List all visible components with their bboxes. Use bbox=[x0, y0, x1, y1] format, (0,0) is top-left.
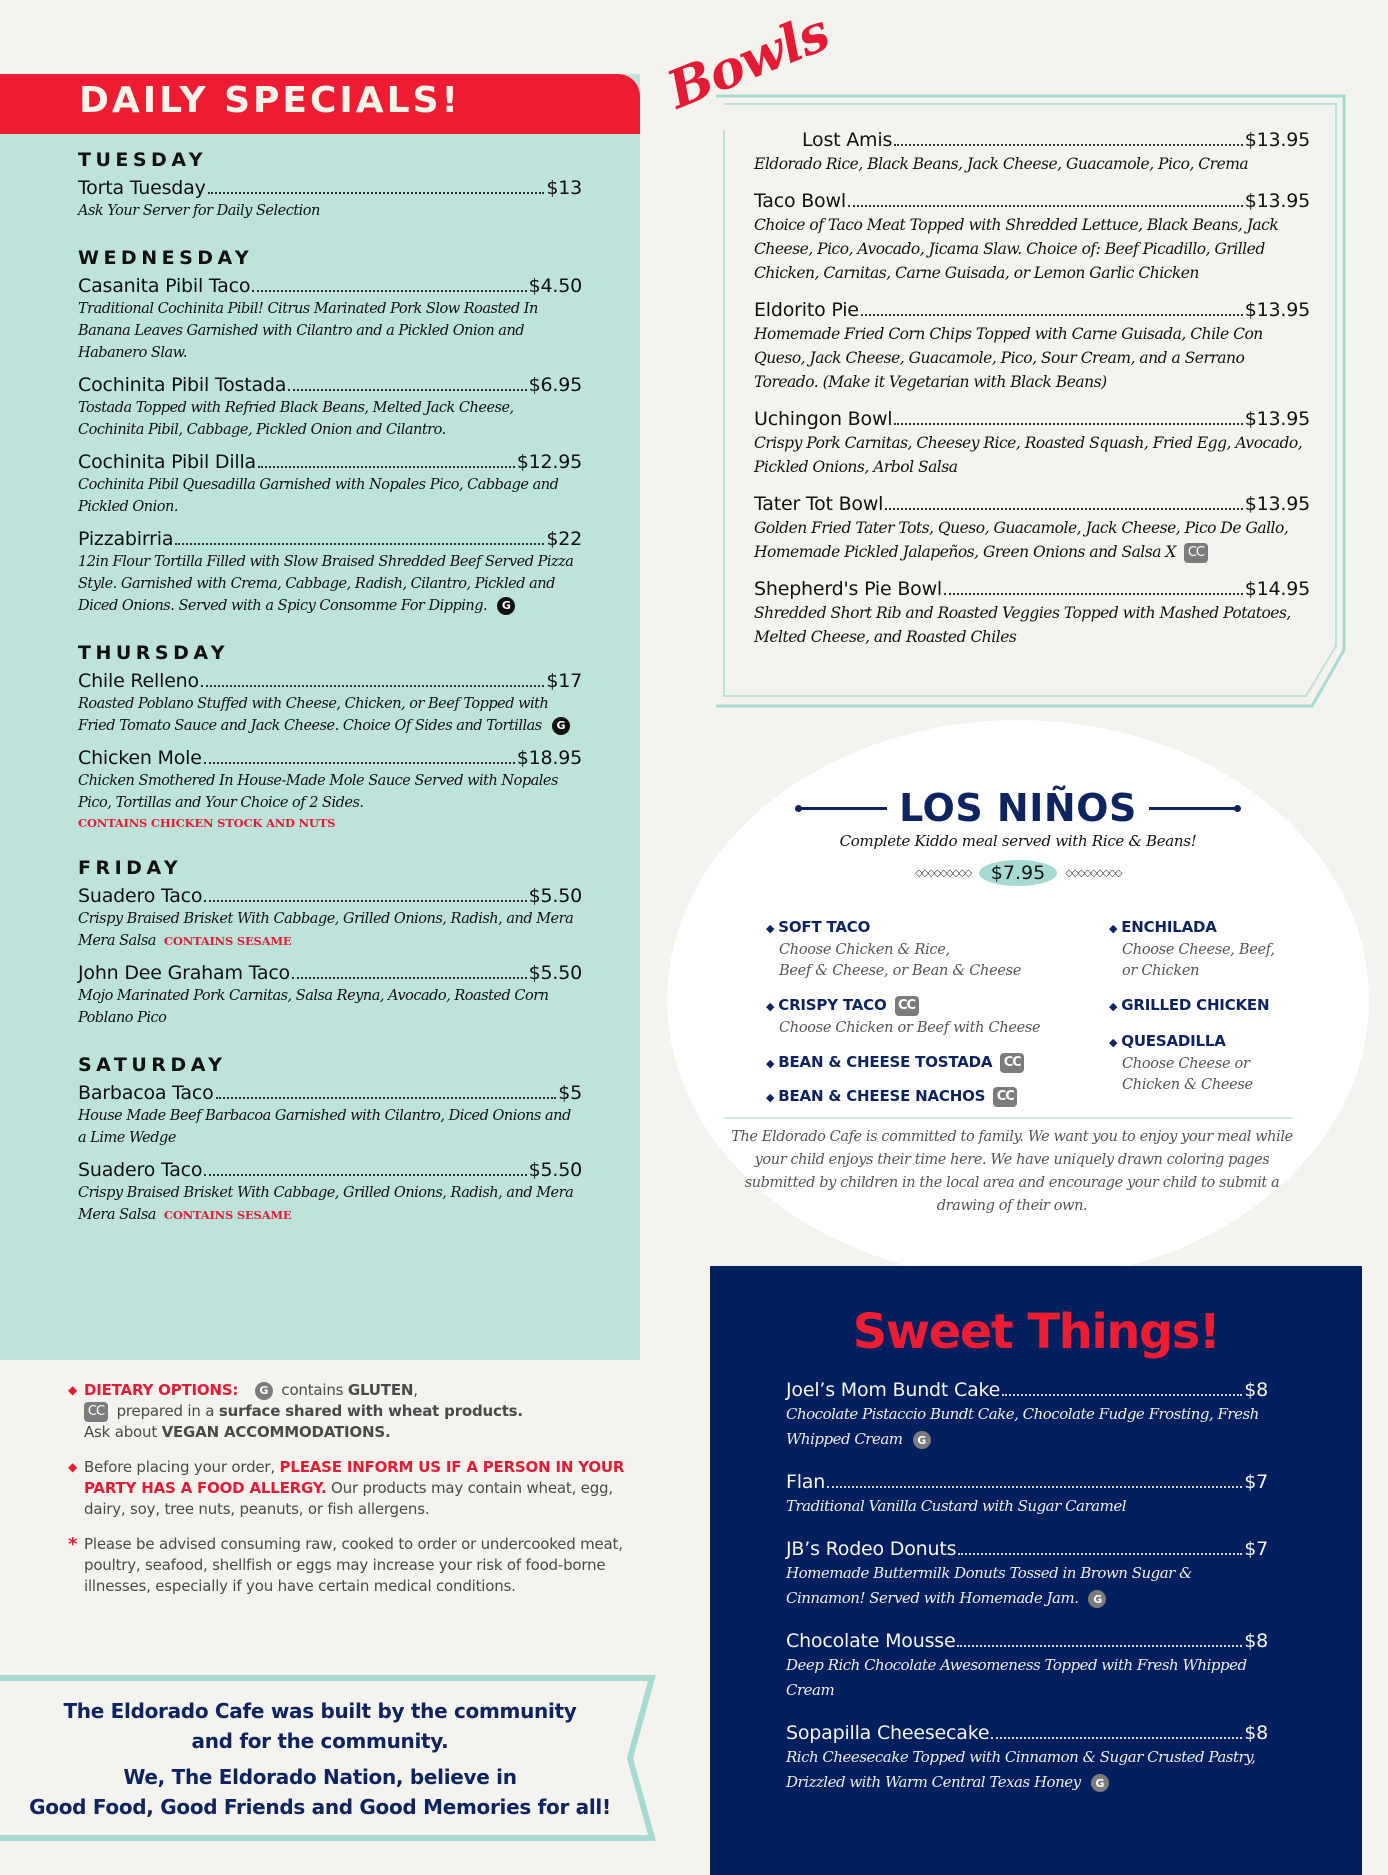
dot-leader bbox=[216, 1097, 557, 1099]
diamond-bullet-icon: ◆ bbox=[766, 922, 775, 935]
item-description-text: Shredded Short Rib and Roasted Veggies Topped with Mashed Potatoes, Melted Cheese, and Roasted Chiles bbox=[754, 604, 1291, 646]
item-name: Cochinita Pibil Dilla bbox=[78, 451, 256, 473]
item-description bbox=[754, 152, 1310, 176]
dot-leader bbox=[894, 144, 1243, 146]
day-label: TUESDAY bbox=[78, 149, 207, 171]
day-group-friday bbox=[78, 854, 582, 1029]
special-menu-item bbox=[78, 274, 582, 364]
item-description-text: Cochinita Pibil Quesadilla Garnished with Nopales Pico, Cabbage and Pickled Onion. bbox=[78, 477, 559, 515]
special-menu-item bbox=[78, 961, 582, 1029]
title-rule-right bbox=[1149, 807, 1237, 810]
item-name: Tater Tot Bowl bbox=[754, 493, 884, 515]
item-description-text: Traditional Cochinita Pibil! Citrus Marinated Pork Slow Roasted In Banana Leaves Garnished with Cilantro and a Pickled Onion and Habanero Slaw. bbox=[78, 301, 538, 361]
item-description-text: Eldorado Rice, Black Beans, Jack Cheese, Guacamole, Pico, Crema bbox=[754, 155, 1249, 173]
item-description bbox=[78, 1182, 582, 1226]
item-price: $13.95 bbox=[1244, 299, 1310, 321]
item-description bbox=[754, 601, 1310, 649]
dot-leader bbox=[885, 508, 1242, 510]
diamond-bullet-icon: ◆ bbox=[766, 1000, 775, 1013]
bowl-menu-item bbox=[754, 492, 1310, 564]
cross-contact-badge-icon: CC bbox=[84, 1402, 108, 1422]
item-description bbox=[78, 770, 582, 832]
item-name: Uchingon Bowl bbox=[754, 408, 893, 430]
kids-item-name: BEAN & CHEESE NACHOS bbox=[778, 1087, 986, 1105]
allergen-warning: CONTAINS SESAME bbox=[163, 934, 292, 948]
item-name: Joel’s Mom Bundt Cake bbox=[786, 1379, 1001, 1401]
item-name: Sopapilla Cheesecake bbox=[786, 1722, 990, 1744]
dot-leader bbox=[958, 1553, 1242, 1555]
item-description-text: Crispy Braised Brisket With Cabbage, Grilled Onions, Radish, and Mera Mera Salsa bbox=[78, 1185, 574, 1223]
item-name: Suadero Taco bbox=[78, 1159, 203, 1181]
item-price: $13.95 bbox=[1244, 190, 1310, 212]
dot-leader bbox=[204, 762, 515, 764]
food-allergy-note bbox=[68, 1457, 628, 1520]
item-price: $8 bbox=[1244, 1630, 1268, 1652]
item-description-text: Chocolate Pistaccio Bundt Cake, Chocolate Fudge Frosting, Fresh Whipped Cream bbox=[786, 1405, 1259, 1448]
diamond-pattern-icon: ◇◇◇◇◇◇◇◇◇ bbox=[1065, 867, 1121, 879]
item-description-text: Homemade Buttermilk Donuts Tossed in Brown Sugar & Cinnamon! Served with Homemade Jam. bbox=[786, 1564, 1192, 1607]
item-price: $5.50 bbox=[528, 962, 582, 984]
special-menu-item bbox=[78, 669, 582, 737]
kids-menu-item bbox=[766, 916, 1086, 982]
item-price: $14.95 bbox=[1244, 578, 1310, 600]
day-label: FRIDAY bbox=[78, 857, 183, 879]
item-description bbox=[786, 1561, 1268, 1611]
diamond-bullet-icon: ◆ bbox=[766, 1091, 775, 1104]
bowl-menu-item bbox=[754, 407, 1310, 479]
dot-leader bbox=[848, 205, 1243, 207]
diamond-bullet-icon: ◆ bbox=[1109, 922, 1118, 935]
desserts-title: Sweet Things! bbox=[852, 1304, 1220, 1360]
item-name: Taco Bowl bbox=[754, 190, 846, 212]
item-description-text: Golden Fried Tater Tots, Queso, Guacamole, Jack Cheese, Pico De Gallo, Homemade Pickled Jalapeños, Green Onions and Salsa X bbox=[754, 519, 1289, 561]
dot-leader bbox=[292, 977, 527, 979]
cross-contact-badge-icon: CC bbox=[1000, 1053, 1024, 1073]
bowls-section bbox=[659, 1, 1350, 712]
item-name: Flan bbox=[786, 1471, 826, 1493]
item-price: $5.50 bbox=[528, 885, 582, 907]
dot-leader bbox=[204, 1174, 526, 1176]
banner-line-3: We, The Eldorado Nation, believe in bbox=[123, 1765, 517, 1789]
allergen-warning: CONTAINS SESAME bbox=[163, 1208, 292, 1222]
item-price: $13.95 bbox=[1244, 493, 1310, 515]
kids-item-description: Choose Chicken & Rice, bbox=[779, 942, 950, 958]
item-description-text: Traditional Vanilla Custard with Sugar Caramel bbox=[786, 1497, 1126, 1515]
item-description bbox=[78, 397, 582, 441]
vegan-note-text: Ask about bbox=[84, 1423, 158, 1441]
kids-menu-subtitle: Complete Kiddo meal served with Rice & Beans! bbox=[839, 832, 1197, 850]
special-menu-item bbox=[78, 176, 582, 222]
item-description-text: Choice of Taco Meat Topped with Shredded Lettuce, Black Beans, Jack Cheese, Pico, Avocado, Jicama Slaw. Choice of: Beef Picadillo, Grilled Chicken, Carnitas, Carne Guisada, or Lemon Garlic Chicken bbox=[754, 216, 1279, 282]
dessert-menu-item bbox=[786, 1629, 1268, 1703]
dot-leader bbox=[208, 192, 545, 194]
special-menu-item bbox=[78, 1158, 582, 1226]
item-price: $5 bbox=[558, 1082, 582, 1104]
item-price: $18.95 bbox=[516, 747, 582, 769]
dot-leader bbox=[957, 1645, 1242, 1647]
dot-leader bbox=[258, 466, 515, 468]
gluten-legend-keyword: GLUTEN bbox=[347, 1381, 414, 1399]
community-banner bbox=[0, 1674, 660, 1842]
kids-menu-item bbox=[766, 994, 1086, 1039]
item-description bbox=[786, 1402, 1268, 1452]
dot-leader bbox=[861, 314, 1243, 316]
diamond-bullet-icon: ◆ bbox=[1109, 1036, 1118, 1049]
kids-item-description: Choose Cheese or bbox=[1122, 1056, 1250, 1072]
item-description-text: House Made Beef Barbacoa Garnished with Cilantro, Diced Onions and a Lime Wedge bbox=[78, 1108, 571, 1146]
item-description bbox=[78, 908, 582, 952]
kids-menu-section bbox=[667, 720, 1369, 1280]
special-menu-item bbox=[78, 746, 582, 832]
dessert-menu-item bbox=[786, 1378, 1268, 1452]
item-price: $7 bbox=[1244, 1471, 1268, 1493]
item-description bbox=[786, 1653, 1268, 1703]
dot-leader bbox=[288, 389, 526, 391]
desserts-list bbox=[786, 1378, 1268, 1813]
dot-leader bbox=[894, 423, 1242, 425]
banner-line-1: The Eldorado Cafe was built by the community bbox=[63, 1699, 577, 1723]
item-price: $7 bbox=[1244, 1538, 1268, 1560]
daily-specials-list bbox=[78, 146, 582, 1248]
item-description bbox=[754, 322, 1310, 394]
bowl-menu-item bbox=[754, 189, 1310, 285]
day-label: SATURDAY bbox=[78, 1054, 227, 1076]
kids-menu-item bbox=[1109, 994, 1309, 1018]
banner-line-4: Good Food, Good Friends and Good Memories for all! bbox=[29, 1795, 611, 1819]
dot-leader bbox=[944, 593, 1243, 595]
dietary-options-label: DIETARY OPTIONS: bbox=[84, 1381, 239, 1399]
special-menu-item bbox=[78, 450, 582, 518]
bowls-title: Bowls bbox=[659, 1, 838, 121]
item-description bbox=[78, 551, 582, 617]
item-name: Cochinita Pibil Tostada bbox=[78, 374, 287, 396]
kids-item-name: ENCHILADA bbox=[1121, 918, 1217, 936]
kids-menu-item bbox=[766, 1085, 1086, 1109]
item-description bbox=[754, 431, 1310, 479]
dot-leader bbox=[252, 290, 526, 292]
item-name: Shepherd's Pie Bowl bbox=[754, 578, 943, 600]
kids-item-description: or Chicken bbox=[1122, 963, 1200, 979]
item-description-text: Mojo Marinated Pork Carnitas, Salsa Reyna, Avocado, Roasted Corn Poblano Pico bbox=[78, 988, 549, 1026]
item-name: Chocolate Mousse bbox=[786, 1630, 956, 1652]
item-price: $8 bbox=[1244, 1722, 1268, 1744]
item-description bbox=[754, 516, 1310, 564]
item-price: $6.95 bbox=[528, 374, 582, 396]
bowl-menu-item bbox=[754, 128, 1310, 176]
daily-specials-panel bbox=[0, 74, 640, 1360]
item-description-text: Homemade Fried Corn Chips Topped with Carne Guisada, Chile Con Queso, Jack Cheese, Guacamole, Pico, Sour Cream, and a Serrano Toreado. (Make it Vegetarian with Black Beans) bbox=[754, 325, 1263, 391]
item-price: $5.50 bbox=[528, 1159, 582, 1181]
day-group-saturday bbox=[78, 1051, 582, 1226]
diamond-pattern-icon: ◇◇◇◇◇◇◇◇◇ bbox=[915, 867, 971, 879]
day-label: THURSDAY bbox=[78, 642, 230, 664]
banner-line-2: and for the community. bbox=[191, 1729, 449, 1753]
item-price: $4.50 bbox=[528, 275, 582, 297]
day-label: WEDNESDAY bbox=[78, 247, 254, 269]
item-description bbox=[78, 693, 582, 737]
item-name: Casanita Pibil Taco bbox=[78, 275, 251, 297]
kids-item-description: Choose Chicken or Beef with Cheese bbox=[779, 1020, 1041, 1036]
bowl-menu-item bbox=[754, 577, 1310, 649]
item-name: Suadero Taco bbox=[78, 885, 203, 907]
gluten-badge-icon: G bbox=[255, 1382, 273, 1400]
kids-item-name: CRISPY TACO bbox=[778, 996, 887, 1014]
item-price: $22 bbox=[546, 528, 582, 550]
kids-item-name: BEAN & CHEESE TOSTADA bbox=[778, 1053, 993, 1071]
bowl-menu-item bbox=[754, 298, 1310, 394]
item-description-text: Tostada Topped with Refried Black Beans, Melted Jack Cheese, Cochinita Pibil, Cabbage, Pickled Onion and Cilantro. bbox=[78, 400, 514, 438]
bowls-list bbox=[754, 128, 1310, 662]
dot-leader bbox=[1002, 1394, 1242, 1396]
vegan-note-keyword: VEGAN ACCOMMODATIONS. bbox=[161, 1423, 391, 1441]
kids-item-description: Choose Cheese, Beef, bbox=[1122, 942, 1275, 958]
day-group-tuesday bbox=[78, 146, 582, 222]
item-name: Eldorito Pie bbox=[754, 299, 859, 321]
dietary-options-note bbox=[68, 1380, 628, 1443]
dot-leader bbox=[991, 1737, 1242, 1739]
kids-menu-divider bbox=[724, 1117, 1292, 1119]
desserts-section bbox=[710, 1266, 1362, 1875]
allergy-note-warning: PLEASE INFORM US IF A PERSON IN YOUR PARTY HAS A FOOD ALLERGY. bbox=[84, 1458, 625, 1497]
title-rule-left bbox=[799, 807, 887, 810]
item-name: Pizzabirria bbox=[78, 528, 174, 550]
dot-leader bbox=[204, 900, 526, 902]
gluten-badge-icon: G bbox=[497, 597, 515, 615]
special-menu-item bbox=[78, 884, 582, 952]
gluten-legend-comma: , bbox=[413, 1381, 418, 1399]
item-price: $8 bbox=[1244, 1379, 1268, 1401]
kids-item-name: QUESADILLA bbox=[1121, 1032, 1226, 1050]
kids-menu-price: $7.95 bbox=[979, 860, 1057, 886]
item-description bbox=[78, 1105, 582, 1149]
item-price: $17 bbox=[546, 670, 582, 692]
item-name: Chicken Mole bbox=[78, 747, 202, 769]
dessert-menu-item bbox=[786, 1721, 1268, 1795]
item-name: Chile Relleno bbox=[78, 670, 199, 692]
item-price: $12.95 bbox=[516, 451, 582, 473]
kids-menu-item bbox=[1109, 1030, 1309, 1096]
kids-item-name: SOFT TACO bbox=[778, 918, 871, 936]
dessert-menu-item bbox=[786, 1470, 1268, 1519]
gluten-badge-icon: G bbox=[913, 1431, 931, 1449]
special-menu-item bbox=[78, 1081, 582, 1149]
cross-contact-badge-icon: CC bbox=[895, 996, 919, 1016]
cross-contact-legend-text: prepared in a bbox=[116, 1402, 215, 1420]
item-description bbox=[786, 1494, 1268, 1519]
item-description bbox=[78, 474, 582, 518]
allergy-note-intro: Before placing your order, bbox=[84, 1458, 275, 1476]
daily-specials-title: DAILY SPECIALS! bbox=[79, 80, 461, 121]
allergy-note-detail: Our products may contain wheat, egg, dairy, soy, tree nuts, peanuts, or fish allergens. bbox=[84, 1479, 613, 1518]
kids-menu-family-note: The Eldorado Cafe is committed to family. We want you to enjoy your meal while your child enjoys their time here. We have uniquely drawn coloring pages submitted by children in the local area and encourage your child to submit a drawing of their own. bbox=[731, 1129, 1293, 1214]
day-group-wednesday bbox=[78, 244, 582, 617]
item-name: JB’s Rodeo Donuts bbox=[786, 1538, 957, 1560]
item-name: Lost Amis bbox=[802, 129, 893, 151]
gluten-badge-icon: G bbox=[552, 717, 570, 735]
item-description bbox=[786, 1745, 1268, 1795]
item-description-text: Chicken Smothered In House-Made Mole Sauce Served with Nopales Pico, Tortillas and Your Choice of 2 Sides. bbox=[78, 773, 558, 811]
item-name: Barbacoa Taco bbox=[78, 1082, 214, 1104]
kids-item-name: GRILLED CHICKEN bbox=[1121, 996, 1270, 1014]
special-menu-item bbox=[78, 527, 582, 617]
gluten-legend-text: contains bbox=[281, 1381, 344, 1399]
item-description-text: Rich Cheesecake Topped with Cinnamon & Sugar Crusted Pastry, Drizzled with Warm Central Texas Honey bbox=[786, 1748, 1256, 1791]
diamond-bullet-icon: ◆ bbox=[766, 1057, 775, 1070]
cross-contact-badge-icon: CC bbox=[993, 1087, 1017, 1107]
allergen-warning: CONTAINS CHICKEN STOCK AND NUTS bbox=[78, 816, 336, 830]
item-description bbox=[754, 213, 1310, 285]
kids-item-description: Chicken & Cheese bbox=[1122, 1077, 1253, 1093]
item-description bbox=[78, 200, 582, 222]
gluten-badge-icon: G bbox=[1091, 1774, 1109, 1792]
kids-item-description: Beef & Cheese, or Bean & Cheese bbox=[779, 963, 1022, 979]
dot-leader bbox=[201, 685, 544, 687]
item-description-text: 12in Flour Tortilla Filled with Slow Braised Shredded Beef Served Pizza Style. Garnished with Crema, Cabbage, Radish, Cilantro, Pickled and Diced Onions. Served with a Spicy Consomme For Dipping. bbox=[78, 554, 574, 614]
dessert-menu-item bbox=[786, 1537, 1268, 1611]
daily-specials-header bbox=[0, 74, 640, 134]
diamond-bullet-icon: ◆ bbox=[1109, 1000, 1118, 1013]
item-price: $13.95 bbox=[1244, 129, 1310, 151]
special-menu-item bbox=[78, 373, 582, 441]
item-description bbox=[78, 985, 582, 1029]
item-description bbox=[78, 298, 582, 364]
gluten-badge-icon: G bbox=[1088, 1590, 1106, 1608]
raw-food-advisory-note bbox=[68, 1534, 628, 1597]
item-description-text: Crispy Braised Brisket With Cabbage, Grilled Onions, Radish, and Mera Mera Salsa bbox=[78, 911, 574, 949]
day-group-thursday bbox=[78, 639, 582, 832]
item-description-text: Ask Your Server for Daily Selection bbox=[78, 203, 320, 219]
cross-contact-badge-icon: CC bbox=[1184, 543, 1208, 563]
item-name: John Dee Graham Taco bbox=[78, 962, 290, 984]
item-description-text: Deep Rich Chocolate Awesomeness Topped with Fresh Whipped Cream bbox=[786, 1656, 1247, 1699]
item-price: $13.95 bbox=[1244, 408, 1310, 430]
kids-menu-item bbox=[766, 1051, 1086, 1075]
diamond-bullet-icon: ◆ bbox=[68, 1460, 78, 1474]
kids-menu-title: LOS NIÑOS bbox=[899, 786, 1137, 830]
dot-leader bbox=[827, 1486, 1242, 1488]
item-price: $13 bbox=[546, 177, 582, 199]
kids-menu-column-1 bbox=[766, 916, 1086, 1121]
diamond-bullet-icon: ◆ bbox=[68, 1383, 78, 1397]
cross-contact-legend-keyword: surface shared with wheat products. bbox=[218, 1402, 523, 1420]
kids-menu-column-2 bbox=[1109, 916, 1309, 1108]
item-description-text: Crispy Pork Carnitas, Cheesey Rice, Roasted Squash, Fried Egg, Avocado, Pickled Onions, Arbol Salsa bbox=[754, 434, 1303, 476]
item-description-text: Roasted Poblano Stuffed with Cheese, Chicken, or Beef Topped with Fried Tomato Sauce and Jack Cheese. Choice Of Sides and Tortillas bbox=[78, 696, 549, 734]
kids-menu-item bbox=[1109, 916, 1309, 982]
dot-leader bbox=[175, 543, 544, 545]
asterisk-icon: * bbox=[68, 1534, 78, 1555]
item-name: Torta Tuesday bbox=[78, 177, 206, 199]
dietary-notes bbox=[68, 1380, 628, 1611]
advisory-text: Please be advised consuming raw, cooked to order or undercooked meat, poultry, seafood, shellfish or eggs may increase your risk of food-borne illnesses, especially if you have certain medical conditions. bbox=[84, 1535, 623, 1595]
